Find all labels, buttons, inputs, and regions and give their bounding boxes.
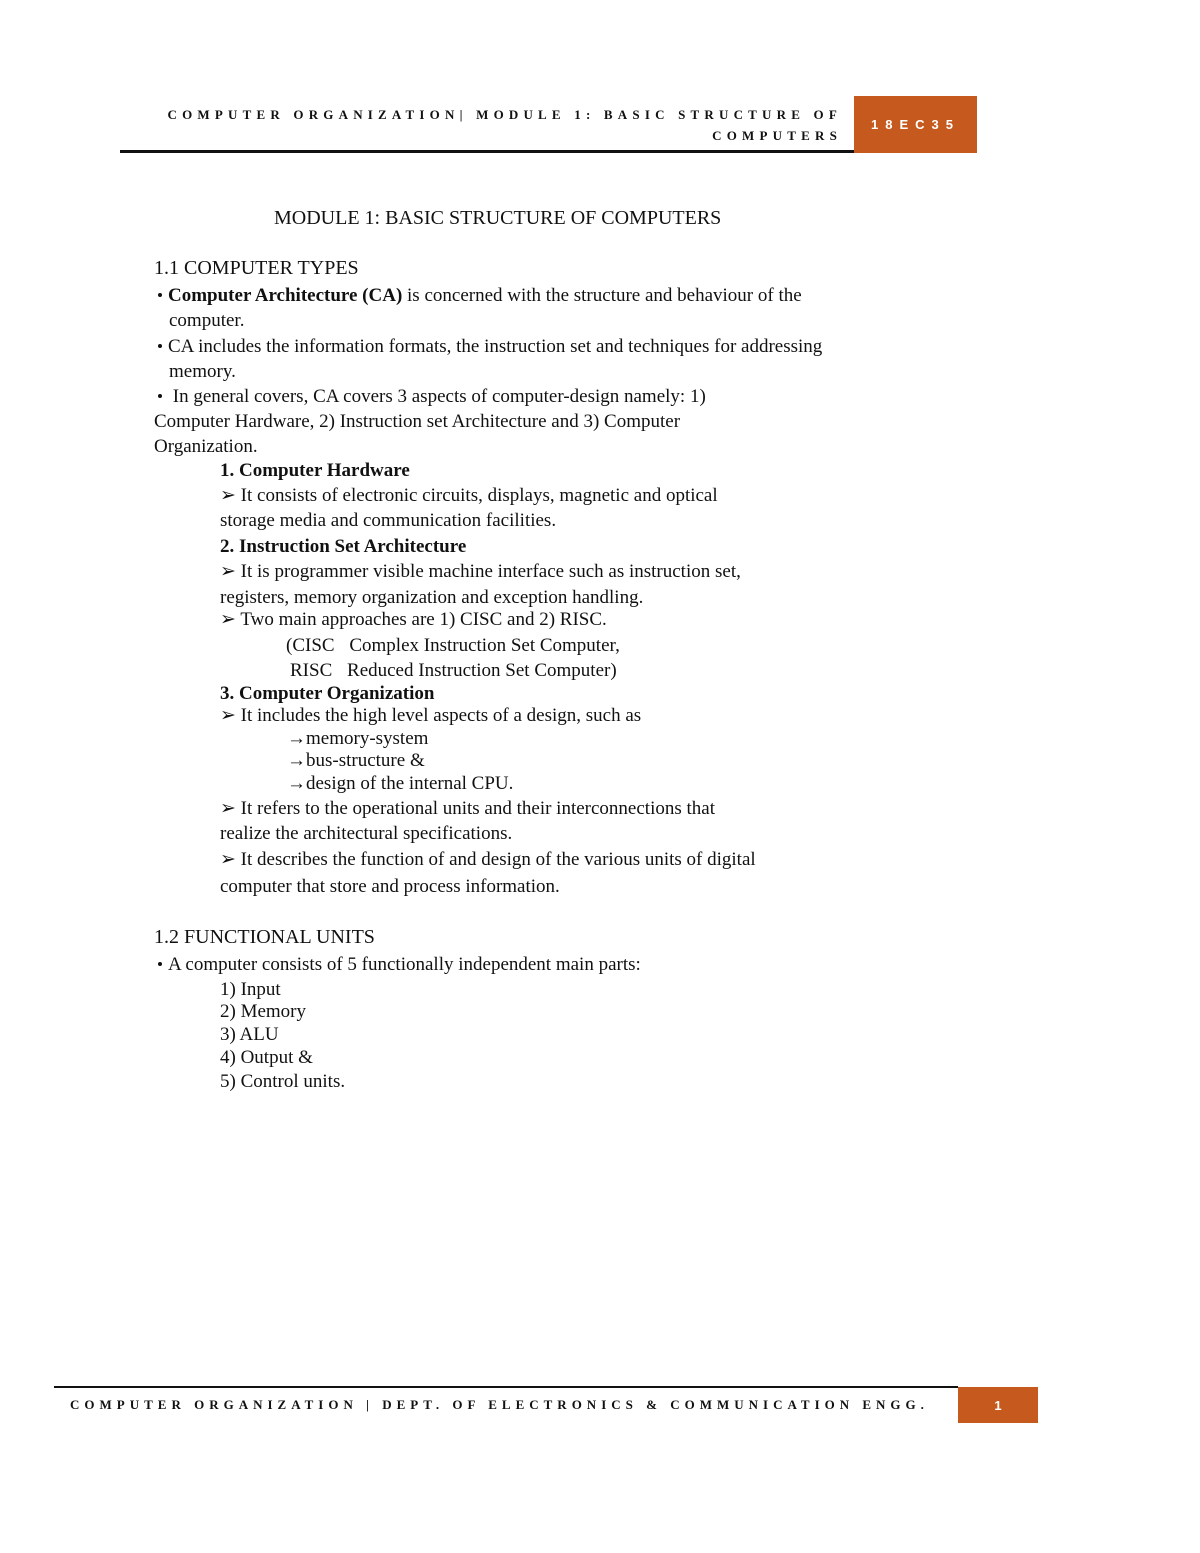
org-aspect-bus: →bus-structure &: [287, 750, 425, 771]
subheading-computer-hardware: 1. Computer Hardware: [220, 460, 410, 481]
isa-cisc-def: (CISC Complex Instruction Set Computer,: [286, 635, 610, 656]
footer-text: COMPUTER ORGANIZATION | DEPT. OF ELECTRONICS & COMMUNICATION ENGG.: [70, 1397, 929, 1412]
list-item: 2) Memory: [220, 1001, 307, 1022]
org-point-3: ➢ It describes the function of and design of the various units of digital: [220, 849, 756, 870]
bullet-dot-icon: [158, 293, 162, 297]
isa-risc-def: RISC Reduced Instruction Set Computer): [290, 660, 607, 681]
isa-point-1: ➢ It is programmer visible machine interface such as instruction set,: [220, 561, 741, 582]
course-code-badge: 18EC35: [854, 96, 977, 153]
ca-term: Computer Architecture (CA): [168, 285, 403, 306]
bullet-ca-definition: [154, 284, 802, 308]
bullet-functional-parts: [154, 953, 641, 977]
functional-parts-text: A computer consists of 5 functionally independent main parts:: [168, 954, 641, 975]
list-item: 4) Output &: [220, 1047, 313, 1068]
isa-point-1-cont: registers, memory organization and exception handling.: [220, 587, 644, 608]
ca-includes-text: CA includes the information formats, the instruction set and techniques for addressing: [168, 336, 823, 357]
bullet-dot-icon: [158, 344, 162, 348]
section-heading-computer-types: 1.1 COMPUTER TYPES: [154, 257, 359, 279]
org-point-2: ➢ It refers to the operational units and their interconnections that: [220, 798, 715, 819]
isa-point-2: ➢ Two main approaches are 1) CISC and 2) RISC.: [220, 609, 607, 630]
hardware-point: ➢ It consists of electronic circuits, displays, magnetic and optical: [220, 485, 718, 506]
org-aspect-memory: →memory-system: [287, 728, 429, 749]
bullet-ca-aspects: [154, 385, 706, 409]
list-item: 1) Input: [220, 979, 281, 1000]
bullet-dot-icon: [158, 962, 162, 966]
bullet-dot-icon: [158, 394, 162, 398]
ca-definition-cont: computer.: [169, 310, 245, 331]
subheading-computer-organization: 3. Computer Organization: [220, 683, 435, 704]
org-point-2-cont: realize the architectural specifications.: [220, 823, 513, 844]
subheading-isa: 2. Instruction Set Architecture: [220, 536, 467, 557]
page-title: MODULE 1: BASIC STRUCTURE OF COMPUTERS: [274, 207, 722, 229]
header-rule: [120, 150, 854, 153]
header-line-1: COMPUTER ORGANIZATION| MODULE 1: BASIC STRUCTURE OF: [167, 107, 842, 122]
ca-aspects-text: In general covers, CA covers 3 aspects of computer-design namely: 1): [168, 386, 706, 407]
list-item: 5) Control units.: [220, 1071, 346, 1092]
org-aspect-cpu: →design of the internal CPU.: [287, 773, 514, 794]
ca-includes-cont: memory.: [169, 361, 236, 382]
org-point-1: ➢ It includes the high level aspects of a design, such as: [220, 705, 642, 726]
footer-rule: [54, 1386, 958, 1388]
bullet-ca-includes: [154, 335, 822, 359]
header-line-2: COMPUTERS: [712, 128, 842, 143]
ca-definition-text: is concerned with the structure and behaviour of the: [402, 285, 802, 306]
org-point-3-cont: computer that store and process information.: [220, 876, 560, 897]
ca-aspects-cont-2: Organization.: [154, 436, 258, 457]
ca-aspects-cont-1: Computer Hardware, 2) Instruction set Architecture and 3) Computer: [154, 411, 681, 432]
page-number: 1: [958, 1387, 1038, 1423]
section-heading-functional-units: 1.2 FUNCTIONAL UNITS: [154, 926, 375, 948]
header-title: [120, 104, 842, 146]
list-item: 3) ALU: [220, 1024, 279, 1045]
hardware-point-cont: storage media and communication facilities.: [220, 510, 557, 531]
